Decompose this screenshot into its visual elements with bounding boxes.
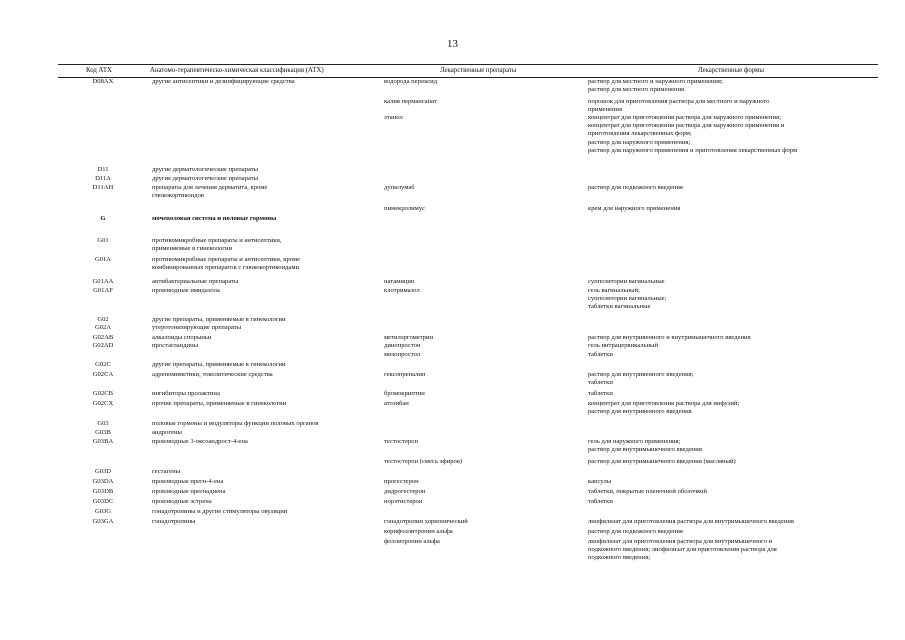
classification-cell-line: гонадотропины и другие стимуляторы овуляции	[152, 508, 288, 515]
drug-cell-line: динопростон	[384, 342, 421, 349]
table-body	[0, 78, 905, 638]
atc-code: G	[100, 215, 106, 222]
drug-cell-line: корифоллитропин альфа	[384, 528, 453, 535]
classification-cell	[152, 342, 374, 350]
atc-code: G03D	[94, 468, 112, 475]
classification-cell-line: другие препараты, применяемые в гинекологии	[152, 316, 286, 323]
header-forms: Лекарственные формы	[698, 67, 764, 74]
classification-cell-line: утеротонизирующие препараты	[152, 324, 242, 331]
forms-cell	[588, 400, 870, 416]
classification-cell-line: препараты для лечения дерматита, кроме	[152, 184, 268, 191]
drug-cell	[384, 528, 574, 536]
forms-cell-line: раствор для внутримышечного введения	[588, 446, 702, 454]
classification-cell-line: производные прегнадиена	[152, 488, 226, 495]
drug-cell	[384, 371, 574, 379]
atc-code: G02C	[95, 361, 111, 368]
forms-cell-line: суппозитории вагинальные;	[588, 295, 667, 303]
classification-cell-line: другие антисептики и дезинфицирующие средства	[152, 78, 295, 85]
forms-cell-line: концентрат для приготовления раствора для наружного применения;	[588, 114, 781, 121]
classification-cell	[152, 478, 374, 486]
forms-cell	[588, 98, 870, 114]
atc-code: G03G	[94, 508, 112, 515]
forms-cell-line: таблетки	[588, 379, 613, 387]
forms-cell	[588, 287, 870, 312]
forms-cell-line: раствор для внутримышечного введения (масляный)	[588, 458, 736, 465]
forms-cell-line: раствор для подкожного введения	[588, 184, 683, 191]
forms-cell-line: крем для наружного применения	[588, 205, 681, 212]
classification-cell	[152, 468, 374, 476]
forms-cell-line: применения	[588, 106, 622, 114]
atc-code: G02AD	[92, 342, 114, 349]
drug-cell	[384, 538, 574, 546]
classification-cell-line: ингибиторы пролактина	[152, 390, 220, 397]
drug-cell-line: калия перманганат	[384, 98, 437, 105]
forms-cell-line: гель вагинальный;	[588, 287, 640, 294]
forms-cell-line: раствор для местного применения	[588, 86, 685, 94]
forms-cell-line: подкожного введения;	[588, 554, 651, 562]
drug-cell-line: дидрогестерон	[384, 488, 426, 495]
forms-cell-line: порошок для приготовления раствора для местного и наружного	[588, 98, 770, 105]
forms-cell	[588, 114, 870, 155]
classification-cell	[152, 518, 374, 526]
forms-cell	[588, 205, 870, 213]
drug-cell-line: тестостерон	[384, 438, 419, 445]
classification-cell	[152, 334, 374, 342]
classification-cell	[152, 278, 374, 286]
forms-cell-line: капсулы	[588, 478, 612, 485]
drug-cell	[384, 488, 574, 496]
classification-cell-line: антибактериальные препараты	[152, 278, 239, 285]
forms-cell	[588, 538, 870, 563]
drug-cell-line: гонадотропин хорионический	[384, 518, 468, 525]
forms-cell-line: таблетки	[588, 390, 613, 397]
drug-cell	[384, 518, 574, 526]
classification-cell	[152, 361, 374, 369]
forms-cell	[588, 498, 870, 506]
classification-cell	[152, 488, 374, 496]
drug-cell	[384, 478, 574, 486]
drug-cell	[384, 390, 574, 398]
atc-code: G03DA	[92, 478, 114, 485]
forms-cell	[588, 342, 870, 350]
drug-cell-line: норэтистерон	[384, 498, 423, 505]
forms-cell-line: гель для наружного применения;	[588, 438, 681, 445]
drug-cell-line: дупилумаб	[384, 184, 415, 191]
atc-code: G02CB	[92, 390, 114, 397]
classification-cell	[152, 184, 374, 200]
forms-cell	[588, 371, 870, 387]
forms-cell	[588, 488, 870, 496]
atc-code: D11	[97, 166, 109, 173]
forms-cell-line: лиофилизат для приготовления раствора для внутримышечного и	[588, 538, 773, 545]
atc-code: G01A	[94, 256, 112, 263]
classification-cell	[152, 324, 374, 332]
header-code: Код АТХ	[86, 67, 112, 74]
classification-cell	[152, 256, 374, 272]
classification-cell	[152, 78, 374, 86]
forms-cell-line: раствор для внутривенного и внутримышечного введения	[588, 334, 751, 341]
forms-cell	[588, 334, 870, 342]
drug-cell-line: гексопреналин	[384, 371, 426, 378]
drug-cell-line: тестостерон (смесь эфиров)	[384, 458, 463, 465]
atc-code: G02CA	[92, 371, 114, 378]
classification-cell-line: алкалоиды спорыньи	[152, 334, 212, 341]
forms-cell	[588, 528, 870, 536]
drug-cell	[384, 278, 574, 286]
page-number: 13	[447, 38, 458, 50]
classification-cell-line: прочие препараты, применяемые в гинекологии	[152, 400, 287, 407]
classification-cell	[152, 438, 374, 446]
drug-cell-line: прогестерон	[384, 478, 419, 485]
forms-cell-line: суппозитории вагинальные	[588, 278, 665, 285]
drug-cell-line: этанол	[384, 114, 403, 121]
atc-code: D11AH	[92, 184, 114, 191]
atc-code: G03	[97, 420, 109, 427]
classification-cell	[152, 287, 374, 295]
classification-cell	[152, 166, 374, 174]
forms-cell	[588, 278, 870, 286]
classification-cell-line: производные имидазола	[152, 287, 220, 294]
classification-cell	[152, 400, 374, 408]
classification-cell-line: производные эстрена	[152, 498, 212, 505]
classification-cell	[152, 420, 374, 428]
atc-code: G02A	[94, 324, 112, 331]
drug-cell	[384, 287, 574, 295]
drug-cell-line: клотримазол	[384, 287, 420, 294]
drug-cell	[384, 400, 574, 408]
drug-cell	[384, 98, 574, 106]
forms-cell-line: гель интрацервикальный	[588, 342, 659, 349]
drug-cell-line: бромокриптин	[384, 390, 425, 397]
classification-cell-line: другие препараты, применяемые в гинекологии	[152, 361, 286, 368]
drug-cell	[384, 351, 574, 359]
forms-cell-line: таблетки вагинальные	[588, 303, 651, 311]
forms-cell	[588, 78, 870, 94]
forms-cell	[588, 478, 870, 486]
atc-code: G03B	[95, 429, 111, 436]
header-drugs: Лекарственные препараты	[440, 67, 517, 74]
atc-code: D08AX	[92, 78, 114, 85]
classification-cell	[152, 316, 374, 324]
drug-cell	[384, 78, 574, 86]
classification-cell	[152, 237, 374, 253]
header-classification: Анатомо-терапевтическо-химическая классификация (АТХ)	[150, 67, 324, 74]
forms-cell	[588, 438, 870, 454]
forms-cell-line: раствор для местного и наружного применения;	[588, 78, 723, 85]
table-header	[58, 64, 878, 78]
classification-cell-line: адреномиметики, токолитические средства	[152, 371, 273, 378]
drug-cell-line: фоллитропин альфа	[384, 538, 440, 545]
drug-cell	[384, 205, 574, 213]
atc-code: G03BA	[92, 438, 114, 445]
atc-code: G01AA	[92, 278, 114, 285]
classification-cell	[152, 175, 374, 183]
atc-code: G02	[97, 316, 109, 323]
forms-cell-line: таблетки, покрытые пленочной оболочкой	[588, 488, 707, 495]
atc-code: G01AF	[93, 287, 113, 294]
forms-cell-line: раствор для внутривенного введения	[588, 408, 692, 416]
classification-cell-line: мочеполовая система и половые гормоны	[152, 215, 277, 222]
forms-cell-line: подкожного введения; лиофилизат для приготовления раствора для	[588, 546, 777, 554]
drug-cell-line: водорода пероксид	[384, 78, 438, 85]
classification-cell-line: противомикробные препараты и антисептики,	[152, 237, 282, 244]
classification-cell-line: противомикробные препараты и антисептики, кроме	[152, 256, 301, 263]
forms-cell-line: лиофилизат для приготовления раствора для внутримышечного введения	[588, 518, 794, 525]
forms-cell-line: таблетки	[588, 351, 613, 358]
forms-cell-line: раствор для наружного применения;	[588, 138, 691, 146]
classification-cell	[152, 498, 374, 506]
classification-cell	[152, 508, 374, 516]
atc-code: G01	[97, 237, 109, 244]
classification-cell-line: гестагены	[152, 468, 181, 475]
forms-cell	[588, 184, 870, 192]
forms-cell-line: раствор для наружного применения и приготовления лекарственных форм	[588, 146, 798, 154]
forms-cell	[588, 351, 870, 359]
classification-cell	[152, 371, 374, 379]
drug-cell	[384, 114, 574, 122]
classification-cell-line: применяемые в гинекологии	[152, 245, 232, 253]
drug-cell	[384, 438, 574, 446]
classification-cell-line: другие дерматологические препараты	[152, 166, 259, 173]
drug-cell-line: натамицин	[384, 278, 415, 285]
drug-cell-line: атозибан	[384, 400, 409, 407]
classification-cell-line: гонадотропины	[152, 518, 196, 525]
drug-cell	[384, 458, 574, 466]
atc-code: G03DB	[92, 488, 114, 495]
atc-code: G02CX	[92, 400, 114, 407]
classification-cell-line: производные прегн-4-ена	[152, 478, 224, 485]
forms-cell-line: раствор для подкожного введения	[588, 528, 683, 535]
drug-cell	[384, 184, 574, 192]
classification-cell-line: другие дерматологические препараты	[152, 175, 259, 182]
drug-cell	[384, 342, 574, 350]
classification-cell	[152, 215, 374, 223]
drug-cell	[384, 498, 574, 506]
drug-cell-line: пимекролимус	[384, 205, 426, 212]
classification-cell-line: половые гормоны и модуляторы функции половых органов	[152, 420, 319, 427]
classification-cell-line: комбинированных препаратов с глюкокортикоидами	[152, 264, 300, 272]
forms-cell-line: концентрат для приготовления раствора для инфузий;	[588, 400, 740, 407]
classification-cell-line: производные 3-оксоандрост-4-ена	[152, 438, 248, 445]
forms-cell-line: концентрат для приготовления раствора для наружного применения и	[588, 122, 785, 130]
drug-cell-line: мизопростол	[384, 351, 421, 358]
forms-cell	[588, 518, 870, 526]
forms-cell-line: приготовления лекарственных форм;	[588, 130, 692, 138]
drug-cell	[384, 334, 574, 342]
forms-cell-line: таблетки	[588, 498, 613, 505]
atc-code: G02AB	[92, 334, 114, 341]
classification-cell	[152, 390, 374, 398]
forms-cell-line: раствор для внутривенного введения;	[588, 371, 694, 378]
forms-cell	[588, 458, 870, 466]
classification-cell	[152, 429, 374, 437]
classification-cell-line: простагландины	[152, 342, 199, 349]
classification-cell-line: глюкокортикоидов	[152, 192, 204, 200]
atc-code: G03DC	[92, 498, 114, 505]
drug-cell-line: метилэргометрин	[384, 334, 434, 341]
atc-code: D11A	[95, 175, 111, 182]
forms-cell	[588, 390, 870, 398]
atc-code: G03GA	[92, 518, 114, 525]
classification-cell-line: андрогены	[152, 429, 182, 436]
